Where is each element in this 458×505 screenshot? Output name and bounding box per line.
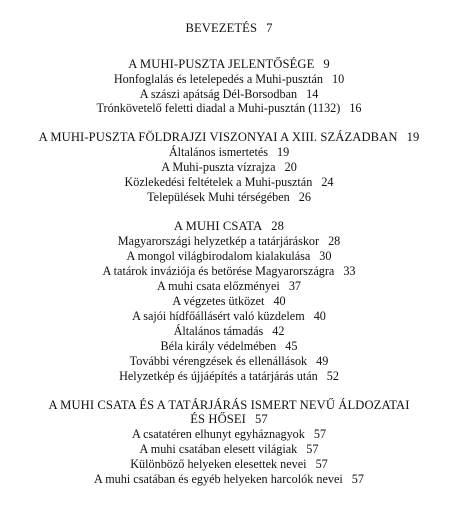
toc-page-number: 30 <box>319 249 332 263</box>
toc-entry-title: Általános támadás <box>173 324 264 338</box>
toc-page-number: 10 <box>331 72 345 86</box>
toc-page-number: 57 <box>306 442 319 456</box>
toc-section-heading <box>0 57 458 72</box>
toc-entry-title: Honfoglalás és letelepedés a Muhi-pusztán <box>113 72 323 86</box>
toc-entry-title: A MUHI CSATA <box>173 219 263 233</box>
toc-entry <box>0 190 458 205</box>
toc-entry-title: A tatárok inváziója és betörése Magyarországra <box>102 264 335 278</box>
toc-entry-title: A muhi csatában elesett világiak <box>139 442 298 456</box>
toc-entry <box>0 472 458 487</box>
toc-page-number: 33 <box>343 264 356 278</box>
toc-entry-title: A MUHI CSATA ÉS A TATÁRJÁRÁS ISMERT NEVŰ ÁLDOZATAI <box>48 398 410 412</box>
toc-section-heading <box>0 412 458 427</box>
toc-section-heading <box>0 398 458 413</box>
toc-entry-title: A MUHI-PUSZTA JELENTŐSÉGE <box>128 57 315 71</box>
toc-entry <box>0 101 458 116</box>
toc-entry <box>0 234 458 249</box>
toc-page-number: 7 <box>266 21 273 35</box>
toc-entry-title: A MUHI-PUSZTA FÖLDRAJZI VISZONYAI A XIII. SZÁZADBAN <box>38 130 398 144</box>
toc-page-number: 49 <box>316 354 329 368</box>
toc-entry-title: A csatatéren elhunyt egyháznagyok <box>131 427 305 441</box>
toc-entry-title: Általános ismertetés <box>168 145 268 159</box>
toc-page-number: 9 <box>323 57 330 71</box>
toc-page-number: 57 <box>315 457 328 471</box>
toc-page-number: 37 <box>288 279 302 293</box>
toc-entry-title: A szászi apátság Dél-Borsodban <box>139 87 298 101</box>
toc-page-number: 19 <box>406 130 420 144</box>
toc-entry-title: Magyarországi helyzetkép a tatárjáráskor <box>117 234 320 248</box>
toc-entry <box>0 145 458 160</box>
toc-page-number: 57 <box>254 412 268 426</box>
toc-entry-title: Helyzetkép és újjáépítés a tatárjárás után <box>119 369 318 383</box>
toc-entry-title: Béla király védelmében <box>160 339 277 353</box>
toc-page-number: 28 <box>328 234 341 248</box>
toc-entry <box>0 175 458 190</box>
toc-page-number: 42 <box>272 324 285 338</box>
toc-entry <box>0 427 458 442</box>
toc-entry-title: A muhi csata előzményei <box>156 279 280 293</box>
toc-entry-title: Különböző helyeken elesettek nevei <box>130 457 307 471</box>
toc-page-number: 19 <box>276 145 290 159</box>
toc-entry <box>0 457 458 472</box>
toc-entry <box>0 324 458 339</box>
toc-page-number: 28 <box>271 219 285 233</box>
toc-entry-title: ÉS HŐSEI <box>190 412 246 426</box>
toc-entry-title: A Muhi-puszta vízrajza <box>161 160 276 174</box>
toc-entry <box>0 87 458 102</box>
toc-section-heading <box>0 130 458 145</box>
toc-entry-title: A sajói hídfőállásért való küzdelem <box>132 309 305 323</box>
toc-page-number: 40 <box>313 309 326 323</box>
toc-entry <box>0 294 458 309</box>
toc-entry-title: Trónkövetelő feletti diadal a Muhi-pusztán (1132) <box>96 101 341 115</box>
toc-entry-title: A végzetes ütközet <box>172 294 265 308</box>
toc-entry <box>0 72 458 87</box>
toc-page-number: 57 <box>351 472 364 486</box>
toc-entry-title: További vérengzések és ellenállások <box>129 354 308 368</box>
toc-entry <box>0 442 458 457</box>
toc-entry-title: A mongol világbirodalom kialakulása <box>126 249 311 263</box>
toc-section-heading <box>0 219 458 234</box>
toc-entry-title: Közlekedési feltételek a Muhi-pusztán <box>124 175 313 189</box>
toc-page-number: 24 <box>321 175 334 189</box>
toc-page-number: 57 <box>313 427 327 441</box>
toc-entry <box>0 160 458 175</box>
toc-entry <box>0 279 458 294</box>
toc-page-number: 52 <box>326 369 339 383</box>
toc-entry-title: Települések Muhi térségében <box>147 190 290 204</box>
toc-entry-title: BEVEZETÉS <box>185 21 258 35</box>
toc-entry <box>0 339 458 354</box>
toc-page-number: 45 <box>285 339 298 353</box>
toc-entry <box>0 354 458 369</box>
toc-entry <box>0 249 458 264</box>
toc-page-number: 14 <box>306 87 319 101</box>
toc-page-number: 40 <box>273 294 286 308</box>
toc-page-number: 26 <box>298 190 311 204</box>
toc-entry-title: A muhi csatában és egyéb helyeken harcolók nevei <box>94 472 343 486</box>
toc-section-heading <box>0 21 458 36</box>
toc-entry <box>0 264 458 279</box>
toc-page-number: 16 <box>349 101 362 115</box>
toc-entry <box>0 309 458 324</box>
toc-entry <box>0 369 458 384</box>
toc-page-number: 20 <box>284 160 297 174</box>
